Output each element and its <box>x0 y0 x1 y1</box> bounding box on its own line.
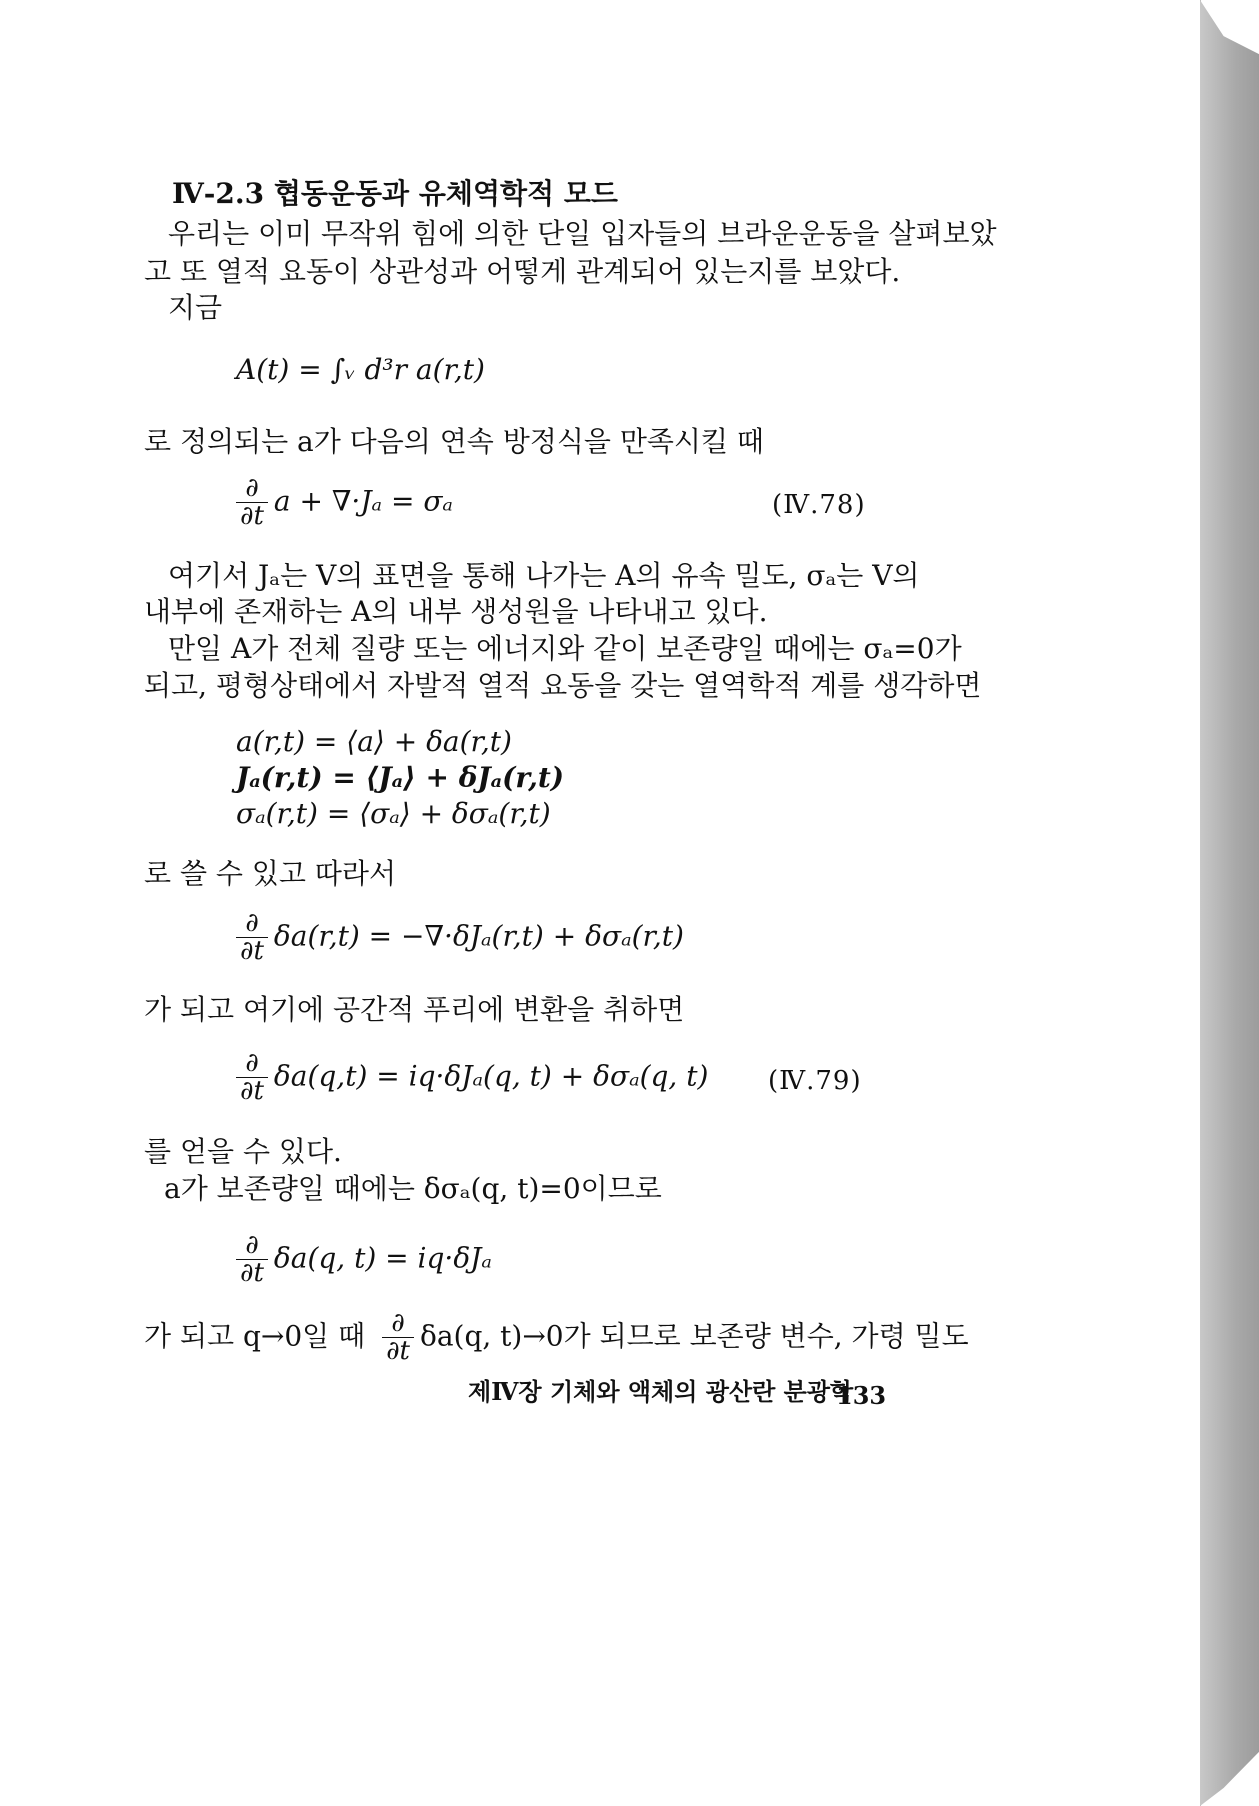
partial-denominator: ∂t <box>240 936 264 967</box>
paragraph1-line2: 고 또 열적 요동이 상관성과 어떻게 관계되어 있는지를 보았다. <box>144 255 901 288</box>
equation-78 <box>236 475 453 531</box>
text-defined: 로 정의되는 a가 다음의 연속 방정식을 만족시킬 때 <box>144 425 764 458</box>
partial-denominator: ∂t <box>240 501 264 532</box>
paragraph2-line1: 여기서 Jₐ는 V의 표면을 통해 나가는 A의 유속 밀도, σₐ는 V의 <box>168 559 920 592</box>
footer-chapter: 제Ⅳ장 기체와 액체의 광산란 분광학 <box>468 1377 854 1406</box>
partial-fraction <box>382 1310 414 1366</box>
equation-conserved-body: δa(q, t) = iq·δJₐ <box>273 1241 492 1275</box>
partial-numerator: ∂ <box>236 1050 268 1078</box>
paragraph3-line1: 만일 A가 전체 질량 또는 에너지와 같이 보존량일 때에는 σₐ=0가 <box>168 632 962 665</box>
partial-numerator: ∂ <box>236 475 268 503</box>
paragraph1-line1: 우리는 이미 무작위 힘에 의한 단일 입자들의 브라운운동을 살펴보았 <box>168 217 997 250</box>
equation-78-body: a + ∇·Jₐ = σₐ <box>273 484 453 518</box>
text-write: 로 쓸 수 있고 따라서 <box>144 857 396 890</box>
final-line-after: δa(q, t)→0가 되므로 보존량 변수, 가령 밀도 <box>419 1319 969 1353</box>
equation-decomp-line2: Jₐ(r,t) = ⟨Jₐ⟩ + δJₐ(r,t) <box>236 761 565 794</box>
final-line-before: 가 되고 q→0일 때 <box>144 1319 366 1353</box>
partial-numerator: ∂ <box>382 1310 414 1338</box>
equation-78-number: (Ⅳ.78) <box>772 490 866 520</box>
partial-fraction <box>236 475 268 531</box>
partial-denominator: ∂t <box>386 1336 410 1367</box>
paragraph1-line3: 지금 <box>168 291 223 324</box>
paragraph3-line2: 되고, 평형상태에서 자발적 열적 요동을 갖는 열역학적 계를 생각하면 <box>144 669 982 702</box>
partial-denominator: ∂t <box>240 1258 264 1289</box>
partial-fraction <box>236 910 268 966</box>
equation-decomp-line3: σₐ(r,t) = ⟨σₐ⟩ + δσₐ(r,t) <box>236 797 551 830</box>
page-edge-shadow <box>1200 0 1259 1806</box>
equation-79-body: δa(q,t) = iq·δJₐ(q, t) + δσₐ(q, t) <box>273 1059 709 1093</box>
equation-decomp-line1: a(r,t) = ⟨a⟩ + δa(r,t) <box>236 725 512 758</box>
equation-conserved <box>236 1232 492 1288</box>
final-line <box>144 1310 969 1366</box>
equation-delta-body: δa(r,t) = −∇·δJₐ(r,t) + δσₐ(r,t) <box>273 919 684 953</box>
section-heading: Ⅳ-2.3 협동운동과 유체역학적 모드 <box>172 177 618 210</box>
text-conserved: a가 보존량일 때에는 δσₐ(q, t)=0이므로 <box>164 1172 662 1205</box>
partial-numerator: ∂ <box>236 1232 268 1260</box>
equation-delta <box>236 910 684 966</box>
equation-A-definition: A(t) = ∫ᵥ d³r a(r,t) <box>236 353 485 386</box>
partial-numerator: ∂ <box>236 910 268 938</box>
page-number: 133 <box>836 1381 887 1410</box>
equation-79-number: (Ⅳ.79) <box>768 1066 862 1096</box>
equation-79 <box>236 1050 708 1106</box>
text-fourier: 가 되고 여기에 공간적 푸리에 변환을 취하면 <box>144 993 685 1026</box>
paragraph2-line2: 내부에 존재하는 A의 내부 생성원을 나타내고 있다. <box>144 595 768 628</box>
text-obtain: 를 얻을 수 있다. <box>144 1135 342 1168</box>
partial-denominator: ∂t <box>240 1076 264 1107</box>
partial-fraction <box>236 1050 268 1106</box>
partial-fraction <box>236 1232 268 1288</box>
